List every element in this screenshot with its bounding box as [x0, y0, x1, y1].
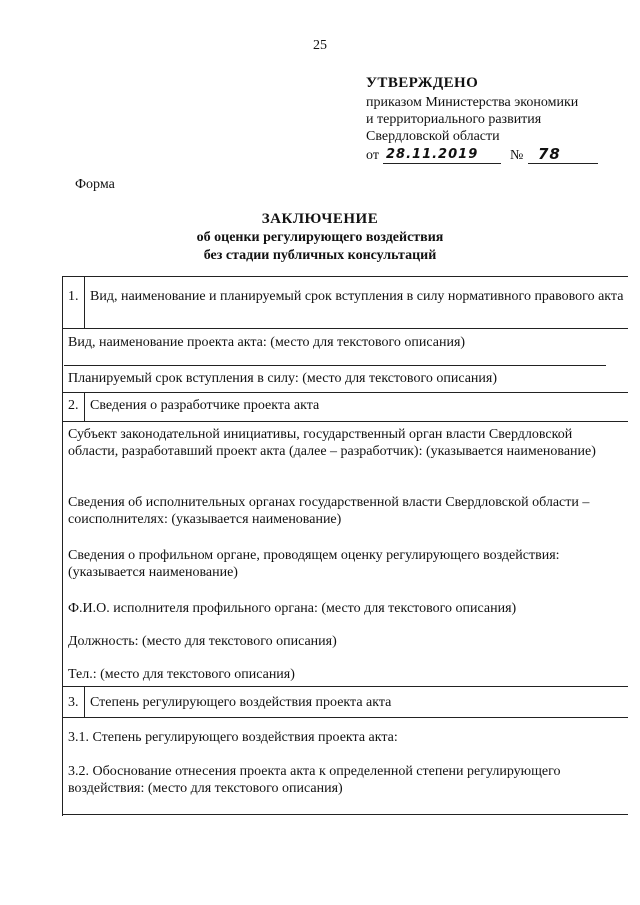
approval-line-3: Свердловской области [366, 129, 500, 144]
document-title [0, 210, 640, 265]
title-line-1: ЗАКЛЮЧЕНИЕ [261, 211, 379, 227]
table-rule [62, 421, 628, 422]
date-prefix: от [366, 148, 379, 163]
table-border-left [62, 276, 63, 816]
section-2-field-co-executors: Сведения об исполнительных органах государственной власти Свердловской области – соисполнителях: (указывается наименование) [68, 495, 590, 527]
section-2-heading: Сведения о разработчике проекта акта [90, 398, 320, 413]
approval-title: УТВЕРЖДЕНО [366, 75, 479, 91]
number-column-divider [84, 686, 85, 717]
approval-date-row [366, 145, 616, 165]
number-underline [528, 163, 598, 164]
section-1-heading: Вид, наименование и планируемый срок вступления в силу нормативного правового акта [90, 289, 624, 304]
section-3-number: 3. [68, 695, 79, 710]
approval-line-2: и территориального развития [366, 112, 542, 127]
section-3-field-justification: 3.2. Обоснование отнесения проекта акта к определенной степени регулирующего воздействия: (место для текстового описания) [68, 764, 561, 796]
approval-date-handwritten: 28.11.2019 [386, 147, 479, 162]
section-1-field-effective-date: Планируемый срок вступления в силу: (место для текстового описания) [68, 371, 498, 386]
conclusion-form-table [62, 276, 628, 816]
table-rule [62, 686, 628, 687]
table-rule [64, 365, 606, 366]
title-line-3: без стадии публичных консультаций [203, 248, 437, 263]
table-rule [62, 328, 628, 329]
section-1-field-act-type: Вид, наименование проекта акта: (место для текстового описания) [68, 335, 466, 350]
number-column-divider [84, 276, 85, 328]
section-2-number: 2. [68, 398, 79, 413]
form-label: Форма [75, 177, 115, 192]
number-prefix: № [510, 148, 524, 163]
date-underline [383, 163, 501, 164]
approval-number-handwritten: 78 [538, 145, 561, 163]
section-3-field-degree: 3.1. Степень регулирующего воздействия проекта акта: [68, 730, 398, 745]
section-2-field-position: Должность: (место для текстового описания) [68, 634, 337, 649]
section-3-heading: Степень регулирующего воздействия проекта акта [90, 695, 392, 710]
section-1-number: 1. [68, 289, 79, 304]
section-2-field-profile-body: Сведения о профильном органе, проводящем оценку регулирующего воздействия: (указывается наименование) [68, 548, 560, 580]
table-rule [62, 392, 628, 393]
table-rule [62, 276, 628, 277]
page-number: 25 [313, 38, 327, 53]
approval-stamp [366, 74, 616, 165]
section-2-field-executor-name: Ф.И.О. исполнителя профильного органа: (место для текстового описания) [68, 601, 517, 616]
section-2-field-developer: Субъект законодательной инициативы, государственный орган власти Свердловской области, разработавший проект акта (далее – разработчик): (указывается наименование) [68, 427, 596, 459]
number-column-divider [84, 392, 85, 421]
title-line-2: об оценки регулирующего воздействия [196, 230, 444, 245]
section-2-field-phone: Тел.: (место для текстового описания) [68, 667, 295, 682]
approval-line-1: приказом Министерства экономики [366, 95, 579, 110]
table-rule [62, 814, 628, 815]
table-rule [62, 717, 628, 718]
